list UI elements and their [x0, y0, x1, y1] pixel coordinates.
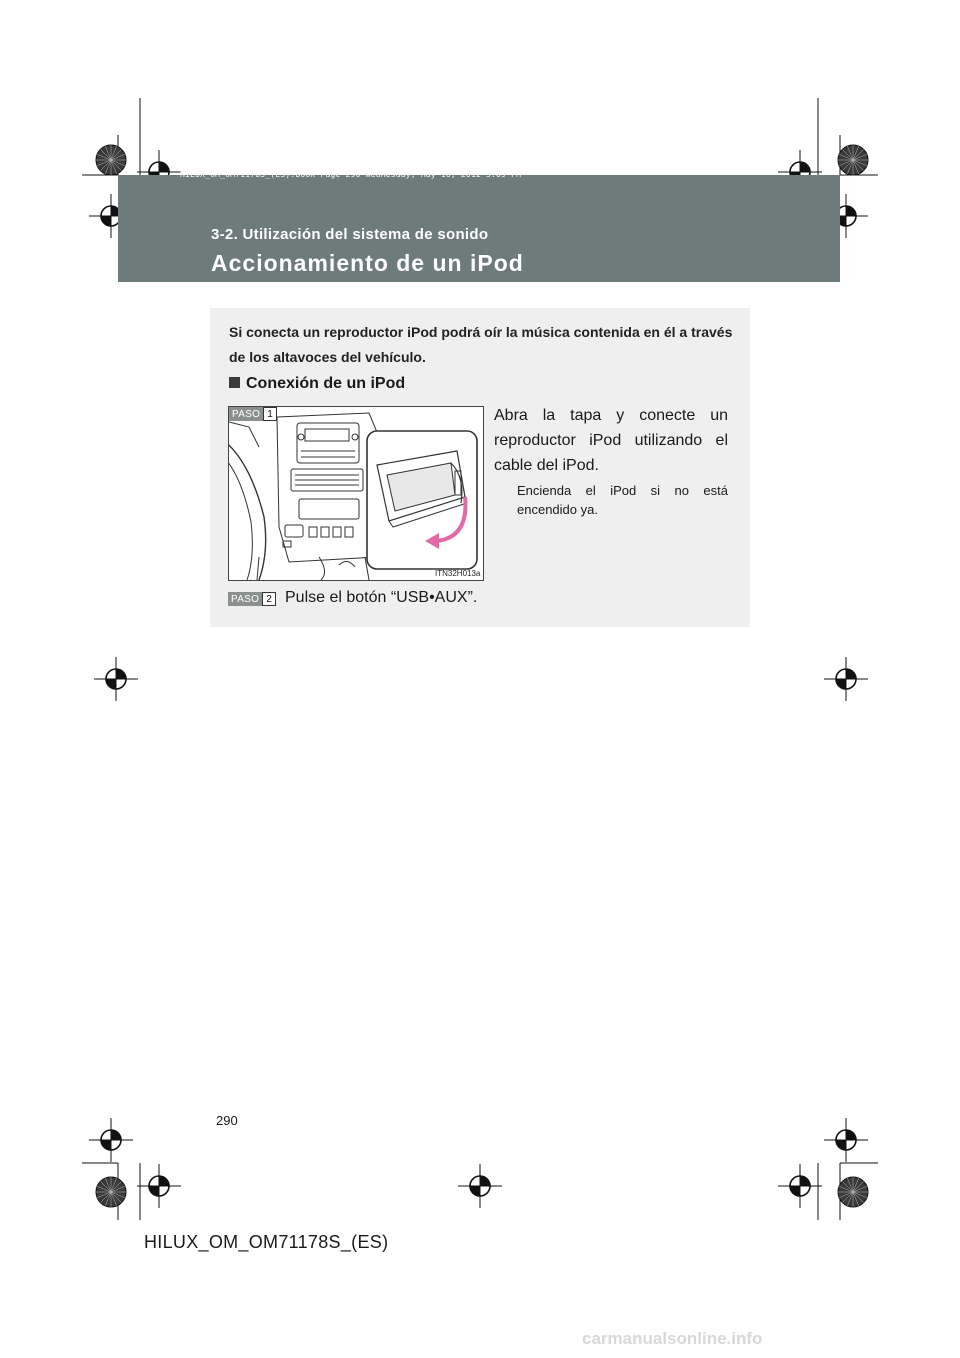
step-badge-number: 2 — [262, 592, 276, 606]
page-title: Accionamiento de un iPod — [211, 250, 524, 276]
step-1-text: Abra la tapa y conecte un reproductor iPod utilizando el cable del iPod. — [494, 407, 728, 474]
step-badge-label: PASO — [228, 592, 262, 606]
step-2-text: Pulse el botón “USB•AUX”. — [285, 589, 478, 606]
watermark: carmanualsonline.info — [582, 1329, 763, 1348]
print-info: HILUX_OM_OM71178S_(ES).book Page 290 Wednesday, May 16, 2012 3:09 PM — [180, 170, 522, 179]
intro-text: Si conecta un reproductor iPod podrá oír la música contenida en él a través de los altavoces del vehículo. — [229, 324, 733, 365]
step-badge-number: 1 — [263, 407, 277, 421]
step-badge-label: PASO — [229, 407, 263, 421]
square-bullet-icon — [229, 377, 240, 388]
subheading — [229, 375, 405, 393]
step-2-badge — [228, 592, 276, 606]
dashboard-illustration — [228, 406, 484, 581]
subheading-text: Conexión de un iPod — [246, 375, 406, 392]
footer-code: HILUX_OM_OM71178S_(ES) — [144, 1232, 389, 1252]
step-1-badge — [229, 407, 277, 421]
section-label: 3-2. Utilización del sistema de sonido — [211, 226, 489, 243]
step-1-note: Encienda el iPod si no está encendido ya. — [517, 483, 728, 517]
dashboard-drawing — [229, 407, 483, 580]
illustration-code: ITN32H013a — [435, 569, 481, 578]
page-number: 290 — [216, 1113, 238, 1128]
